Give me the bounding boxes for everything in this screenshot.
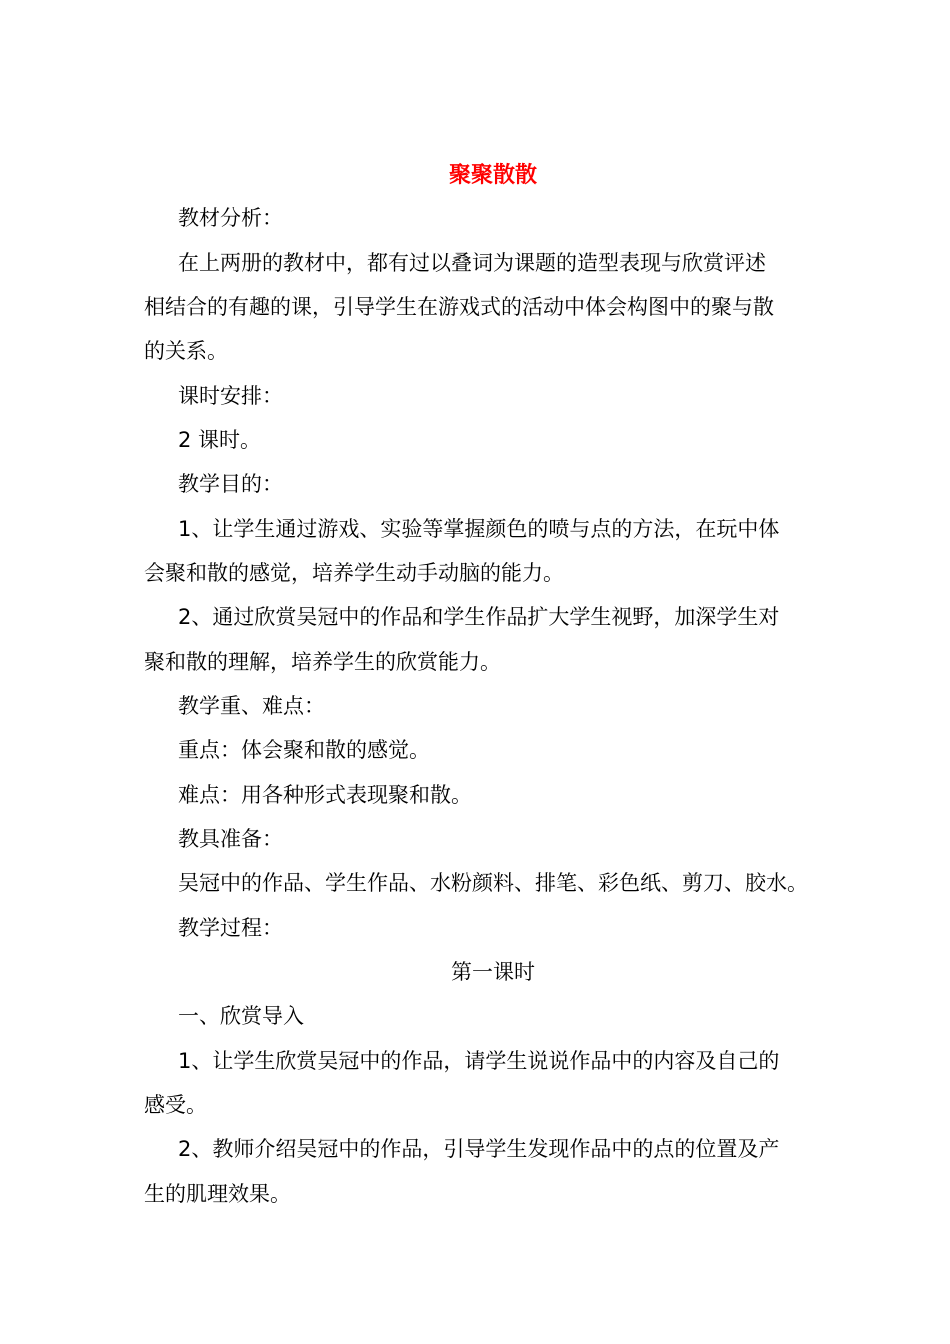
paragraph-line: 2 课时。 [178,428,262,452]
paragraph-line: 聚和散的理解，培养学生的欣赏能力。 [144,650,501,674]
paragraph-line: 重点：体会聚和散的感觉。 [178,738,430,762]
paragraph-line: 1、让学生欣赏吴冠中的作品，请学生说说作品中的内容及自己的 [178,1049,780,1073]
heading-textbook-analysis: 教材分析： [178,206,283,230]
paragraph-line: 吴冠中的作品、学生作品、水粉颜料、排笔、彩色纸、剪刀、胶水。 [178,871,808,895]
heading-teaching-aids: 教具准备： [178,827,283,851]
heading-schedule: 课时安排： [178,384,283,408]
paragraph-line: 会聚和散的感觉，培养学生动手动脑的能力。 [144,561,564,585]
section-heading: 一、欣赏导入 [178,1004,304,1028]
paragraph-line: 1、让学生通过游戏、实验等掌握颜色的喷与点的方法，在玩中体 [178,517,780,541]
document-title: 聚聚散散 [448,163,537,188]
paragraph-line: 难点：用各种形式表现聚和散。 [178,783,472,807]
paragraph-line: 2、教师介绍吴冠中的作品，引导学生发现作品中的点的位置及产 [178,1137,780,1161]
paragraph-line: 的关系。 [144,339,228,363]
paragraph-line: 相结合的有趣的课，引导学生在游戏式的活动中体会构图中的聚与散 [144,295,774,319]
paragraph-line: 感受。 [144,1093,207,1117]
paragraph-line: 在上两册的教材中，都有过以叠词为课题的造型表现与欣赏评述 [178,251,766,275]
heading-teaching-process: 教学过程： [178,916,283,940]
heading-objectives: 教学目的： [178,472,283,496]
heading-key-points: 教学重、难点： [178,694,325,718]
lesson-heading: 第一课时 [451,960,535,984]
paragraph-line: 2、通过欣赏吴冠中的作品和学生作品扩大学生视野，加深学生对 [178,605,780,629]
paragraph-line: 生的肌理效果。 [144,1182,291,1206]
